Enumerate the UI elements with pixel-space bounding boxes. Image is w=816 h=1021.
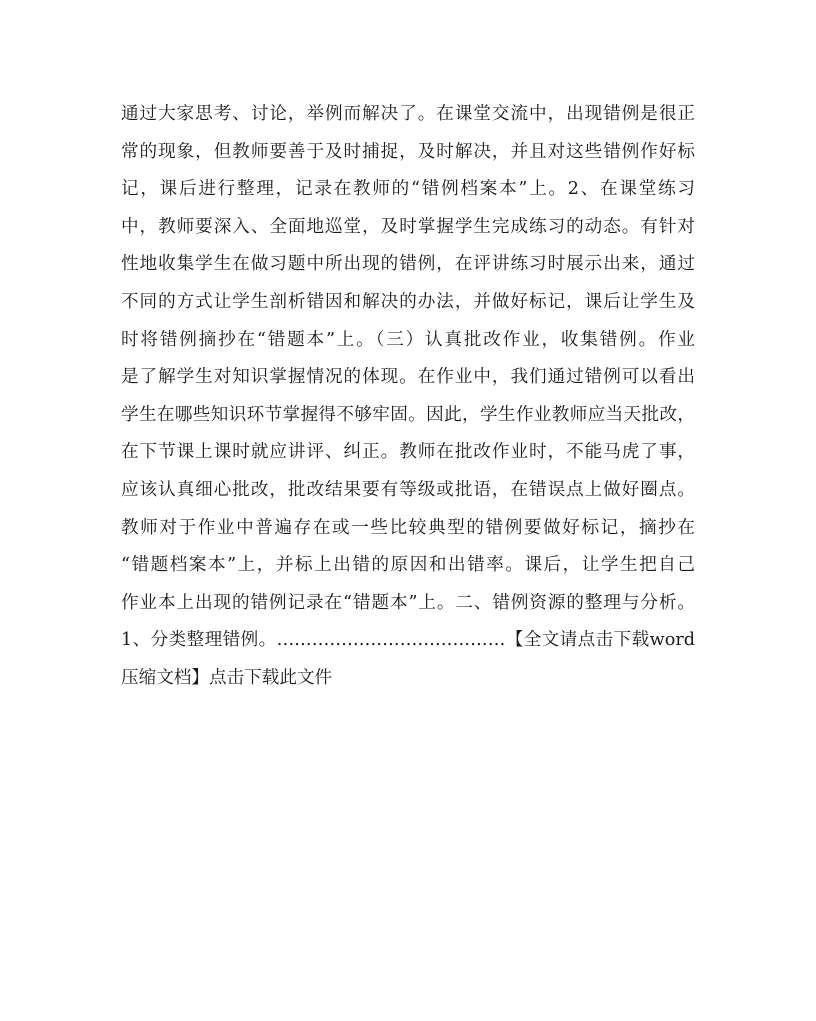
text-line: 中，教师要深入、全面地巡堂，及时掌握学生完成练习的动态。有针对	[121, 216, 695, 237]
text-line: 时将错例摘抄在“错题本”上。（三）认真批改作业，收集错例。作业	[121, 329, 695, 350]
download-link-line[interactable]: 1、分类整理错例。…………………………………【全文请点击下载word	[121, 630, 695, 651]
text-line: “错题档案本”上，并标上出错的原因和出错率。课后，让学生把自己	[121, 555, 695, 576]
text-line: 通过大家思考、讨论，举例而解决了。在课堂交流中，出现错例是很正	[121, 104, 695, 124]
text-line: 教师对于作业中普遍存在或一些比较典型的错例要做好标记，摘抄在	[121, 517, 695, 538]
download-link-line[interactable]: 压缩文档】点击下载此文件	[121, 667, 333, 688]
text-line: 性地收集学生在做习题中所出现的错例，在评讲练习时展示出来，通过	[121, 254, 695, 275]
text-line: 是了解学生对知识掌握情况的体现。在作业中，我们通过错例可以看出	[121, 367, 695, 388]
text-line: 作业本上出现的错例记录在“错题本”上。二、错例资源的整理与分析。	[121, 592, 695, 613]
text-line: 在下节课上课时就应讲评、纠正。教师在批改作业时，不能马虎了事，	[121, 442, 695, 463]
text-line: 常的现象，但教师要善于及时捕捉，及时解决，并且对这些错例作好标	[121, 141, 695, 162]
text-line: 记，课后进行整理，记录在教师的“错例档案本”上。2、在课堂练习	[121, 179, 695, 200]
text-line: 应该认真细心批改，批改结果要有等级或批语，在错误点上做好圈点。	[121, 479, 695, 500]
text-line: 学生在哪些知识环节掌握得不够牢固。因此，学生作业教师应当天批改，	[121, 404, 695, 425]
document-body	[121, 96, 695, 698]
text-line: 不同的方式让学生剖析错因和解决的办法，并做好标记，课后让学生及	[121, 291, 695, 312]
